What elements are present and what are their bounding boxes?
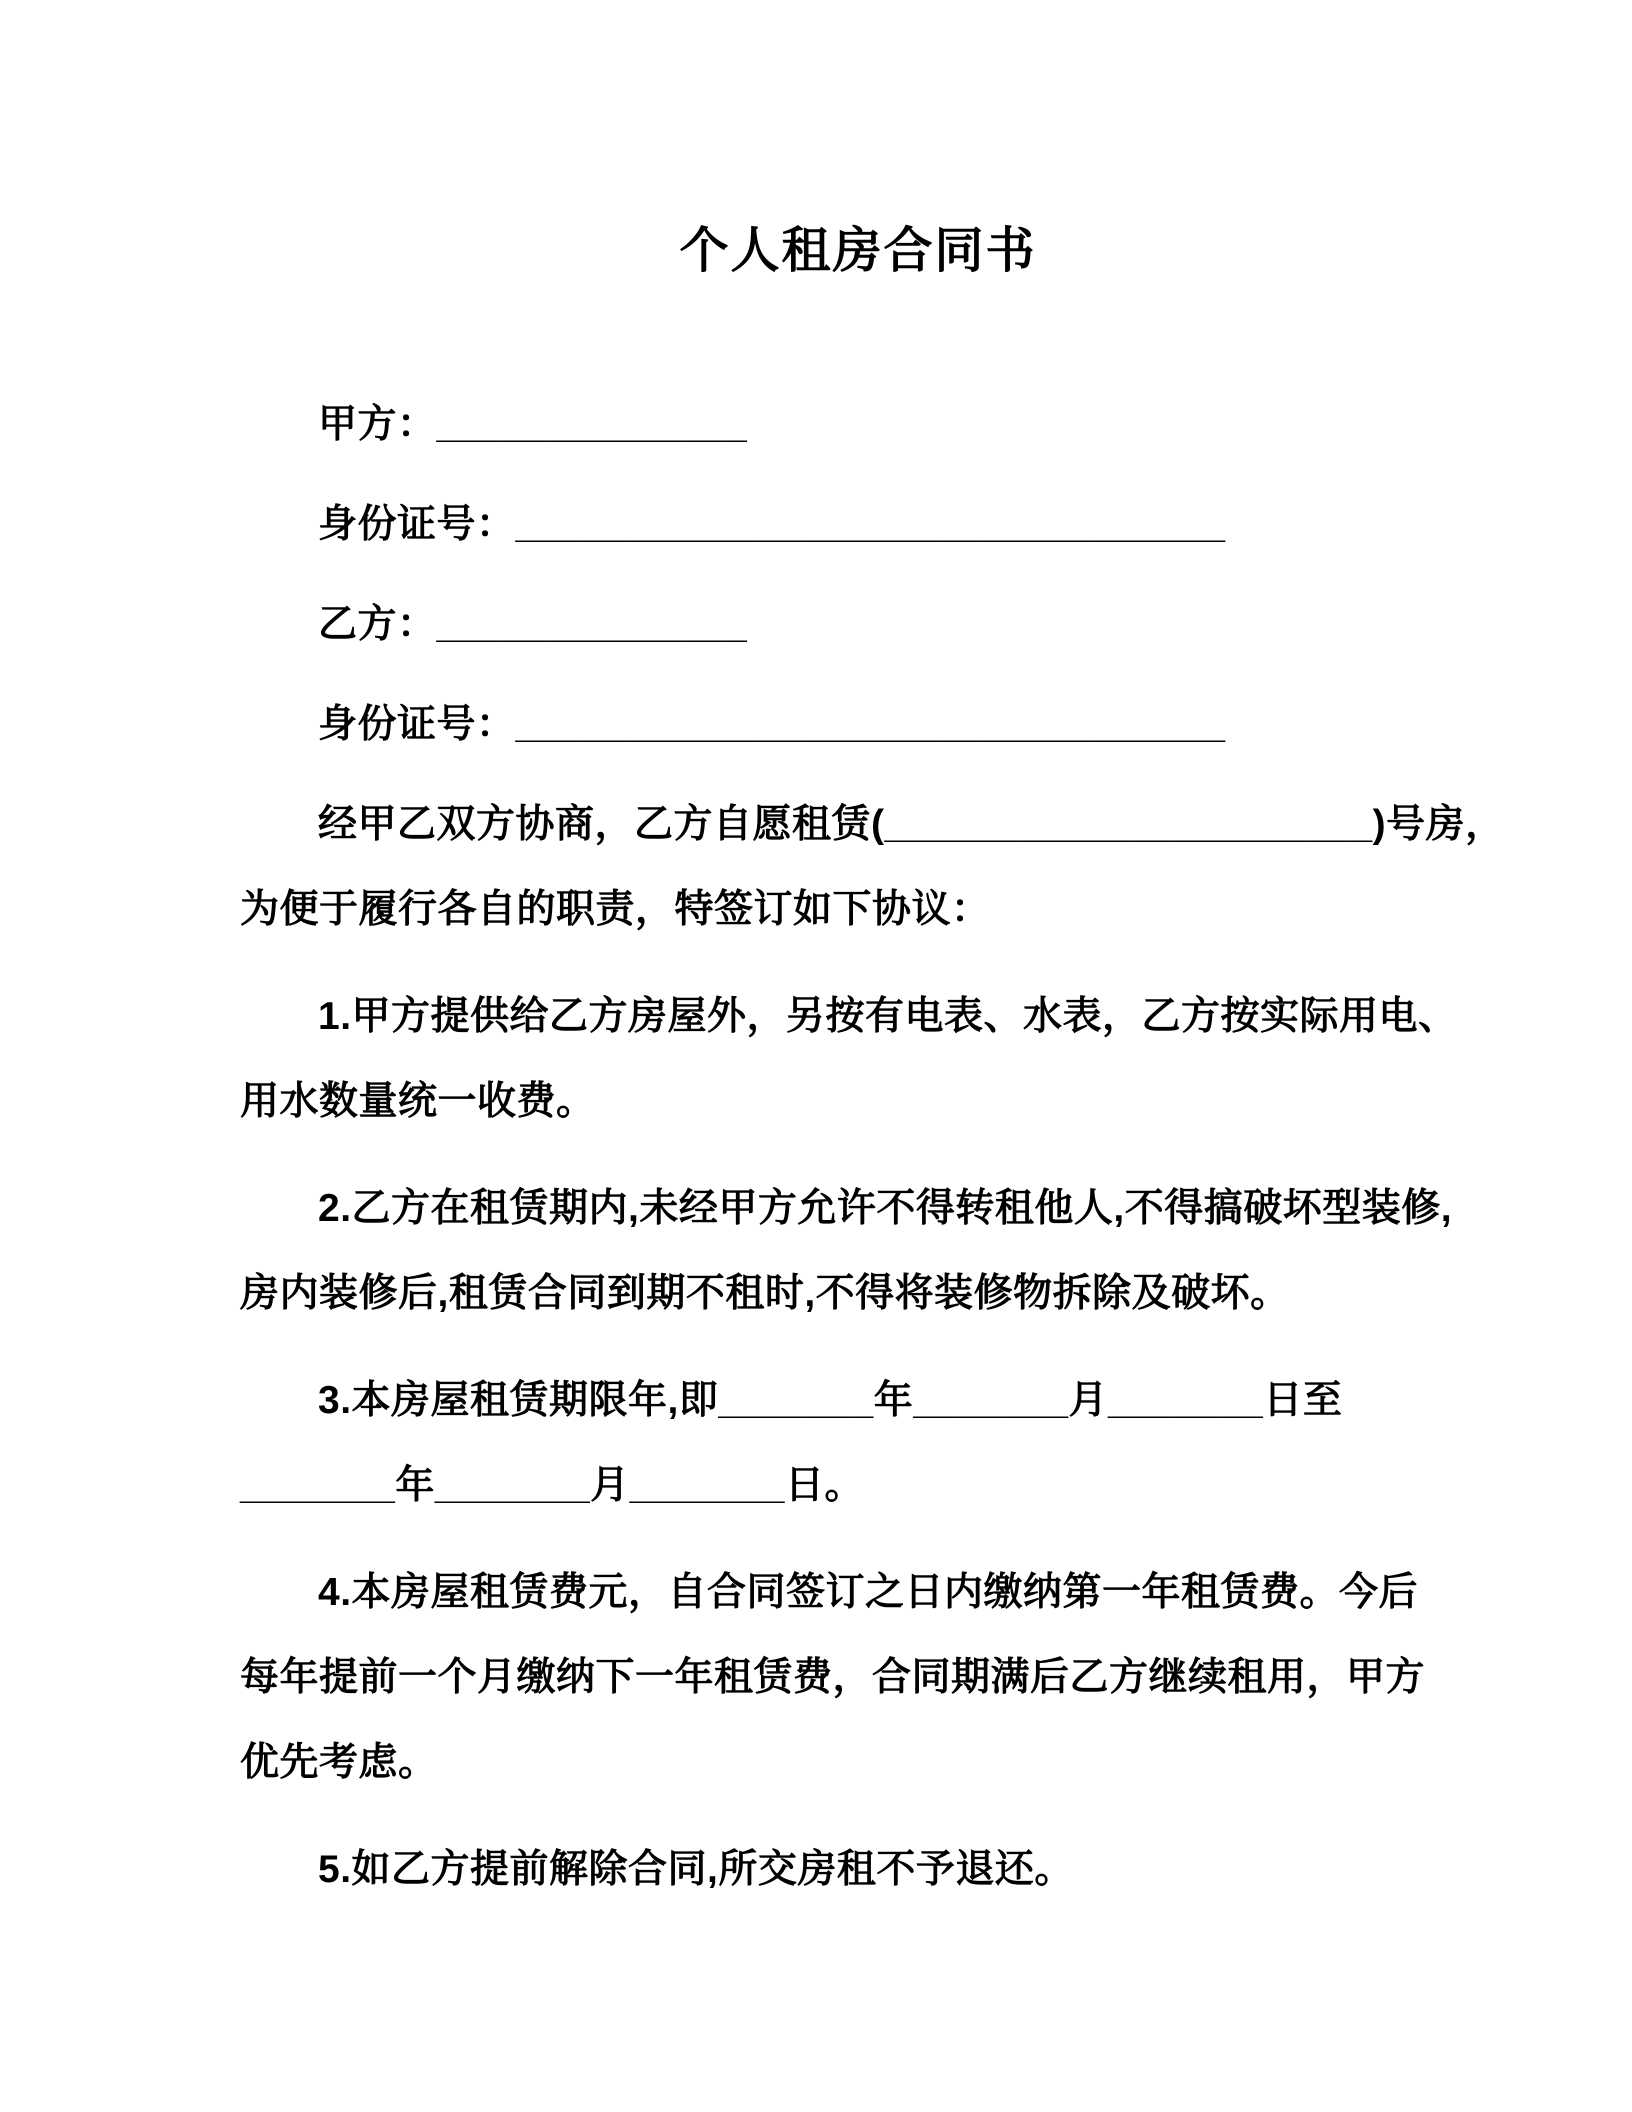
clause-5-line-1: 5.如乙方提前解除合同,所交房租不予退还。: [318, 1848, 1074, 1891]
clause-1-line-1: 1.甲方提供给乙方房屋外，另按有电表、水表，乙方按实际用电、: [318, 995, 1458, 1038]
clause-4-line-2: 每年提前一个月缴纳下一年租赁费，合同期满后乙方继续租用，甲方: [240, 1656, 1426, 1699]
clause-4-line-1: 4.本房屋租赁费元，自合同签订之日内缴纳第一年租赁费。今后: [318, 1571, 1419, 1614]
intro-paragraph: [240, 782, 1505, 952]
clause-2-line-1: 2.乙方在租赁期内,未经甲方允许不得转租他人,不得搞破坏型装修,: [318, 1187, 1453, 1230]
clause-1: [240, 974, 1458, 1144]
field-party-a-id: 身份证号：________________________________: [318, 503, 1226, 546]
field-party-b-id: 身份证号：________________________________: [318, 703, 1226, 746]
field-party-a: 甲方：______________: [318, 403, 748, 446]
clause-2-line-2: 房内装修后,租赁合同到期不租时,不得将装修物拆除及破坏。: [240, 1272, 1290, 1315]
clause-1-line-2: 用水数量统一收费。: [240, 1080, 596, 1123]
clause-2: [240, 1166, 1453, 1336]
intro-line-1: 经甲乙双方协商，乙方自愿租赁(______________________)号房，: [318, 803, 1505, 846]
clause-3-line-2: _______年_______月_______日。: [240, 1464, 864, 1507]
clause-3-line-1: 3.本房屋租赁期限年,即_______年_______月_______日至: [318, 1379, 1343, 1422]
clause-4: [240, 1550, 1426, 1805]
clause-4-line-3: 优先考虑。: [240, 1741, 438, 1784]
document-title: 个人租房合同书: [679, 224, 1037, 278]
clause-3: [240, 1358, 1400, 1528]
field-party-b: 乙方：______________: [318, 603, 748, 646]
intro-line-2: 为便于履行各自的职责，特签订如下协议：: [240, 888, 991, 931]
clause-5: [240, 1827, 1400, 1912]
